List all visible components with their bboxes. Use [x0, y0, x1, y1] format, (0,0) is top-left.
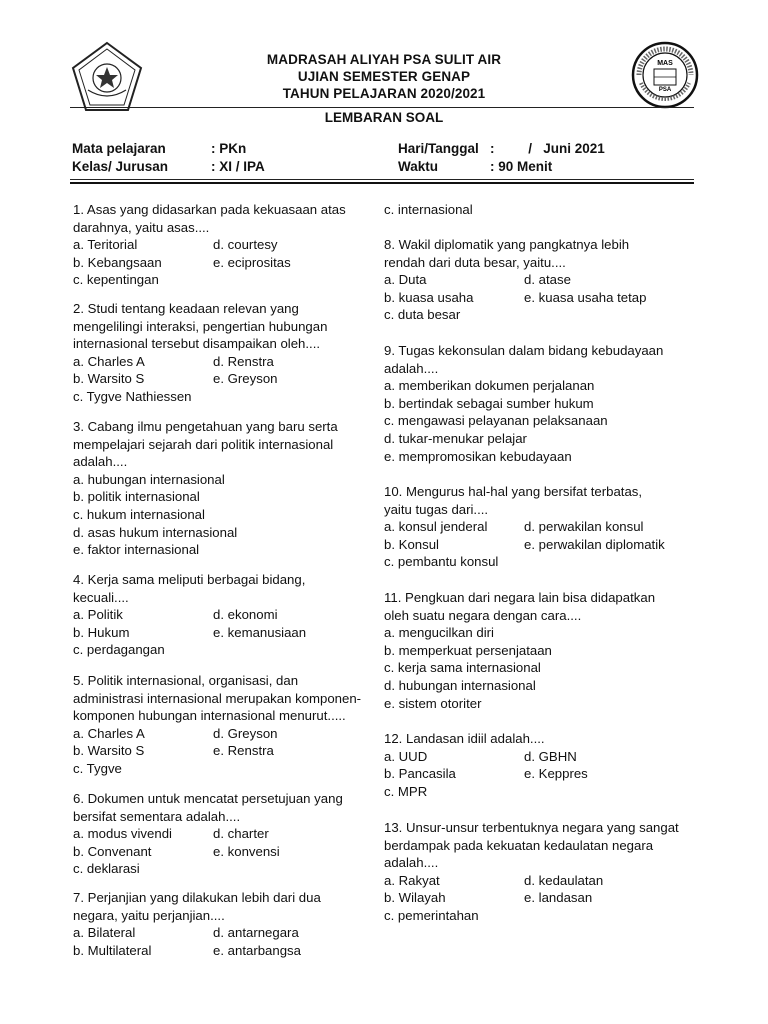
- question-stem-line: kecuali....: [73, 589, 129, 605]
- option-choice: d. ekonomi: [213, 607, 278, 623]
- question-stem-line: adalah....: [384, 855, 439, 871]
- option-row: [73, 606, 385, 624]
- option-choice: b. Pancasila: [384, 766, 456, 782]
- question-stem-line: bersifat sementara adalah....: [73, 808, 241, 824]
- option-choice: c. Tygve: [73, 760, 122, 776]
- question-stem-line: administrasi internasional merupakan komponen-: [73, 690, 362, 706]
- option-choice: e. sistem otoriter: [384, 695, 482, 711]
- option-row: [384, 271, 704, 289]
- option-choice: e. mempromosikan kebudayaan: [384, 448, 572, 464]
- question-item: [73, 300, 385, 406]
- question-item: [384, 342, 704, 465]
- option-choice: c. internasional: [384, 202, 473, 217]
- question-stem-line: 7. Perjanjian yang dilakukan lebih dari dua: [73, 890, 321, 905]
- question-stem-line: 10. Mengurus hal-hal yang bersifat terbatas,: [384, 484, 643, 499]
- sheet-title: LEMBARAN SOAL: [324, 110, 444, 125]
- option-row: [384, 289, 704, 307]
- question-item: [73, 790, 385, 878]
- option-choice: c. hukum internasional: [73, 506, 205, 522]
- class-value: : XI / IPA: [211, 159, 265, 174]
- option-choice: b. politik internasional: [73, 489, 200, 505]
- question-stem-line: yaitu tugas dari....: [384, 501, 489, 517]
- subject-value: : PKn: [211, 141, 247, 156]
- option-choice: d. Greyson: [213, 725, 278, 741]
- question-item: [73, 418, 385, 559]
- option-choice: e. kuasa usaha tetap: [524, 289, 647, 305]
- question-stem-line: oleh suatu negara dengan cara....: [384, 607, 582, 623]
- question-stem-line: 4. Kerja sama meliputi berbagai bidang,: [73, 572, 306, 587]
- option-choice: a. konsul jenderal: [384, 519, 488, 535]
- option-choice: e. kemanusiaan: [213, 624, 307, 640]
- option-choice: e. Keppres: [524, 766, 588, 782]
- option-choice: e. faktor internasional: [73, 542, 200, 558]
- option-choice: d. hubungan internasional: [384, 677, 536, 693]
- option-row: [73, 236, 385, 254]
- option-choice: d. atase: [524, 272, 571, 288]
- option-choice: d. tukar-menukar pelajar: [384, 430, 527, 446]
- question-stem-line: 2. Studi tentang keadaan relevan yang: [73, 301, 299, 316]
- option-choice: d. courtesy: [213, 237, 278, 253]
- option-choice: d. perwakilan konsul: [524, 519, 644, 535]
- option-choice: a. hubungan internasional: [73, 471, 225, 487]
- time-value: : 90 Menit: [490, 159, 553, 174]
- option-row: [384, 518, 704, 536]
- option-choice: d. antarnegara: [213, 925, 299, 941]
- question-item: [73, 571, 385, 659]
- option-choice: e. perwakilan diplomatik: [524, 536, 665, 552]
- option-choice: d. charter: [213, 826, 269, 842]
- option-row: [73, 370, 385, 388]
- option-choice: e. Renstra: [213, 743, 274, 759]
- question-item: [73, 889, 385, 959]
- option-choice: c. deklarasi: [73, 861, 140, 877]
- option-choice: c. duta besar: [384, 307, 461, 323]
- option-row: [73, 624, 385, 642]
- option-choice: e. antarbangsa: [213, 942, 301, 958]
- option-row: [384, 765, 704, 783]
- option-choice: b. kuasa usaha: [384, 289, 474, 305]
- question-stem-line: mempelajari sejarah dari politik internasional: [73, 436, 334, 452]
- question-stem-line: darahnya, yaitu asas....: [73, 219, 210, 235]
- option-choice: b. Wilayah: [384, 890, 446, 906]
- option-choice: d. GBHN: [524, 748, 577, 764]
- option-choice: e. eciprositas: [213, 254, 291, 270]
- option-choice: c. kerja sama internasional: [384, 660, 541, 676]
- question-stem-line: 11. Pengkuan dari negara lain bisa didapatkan: [384, 590, 656, 605]
- option-row: [73, 353, 385, 371]
- question-stem-line: komponen hubungan internasional menurut.....: [73, 708, 346, 724]
- header-divider: [70, 107, 694, 108]
- option-choice: a. UUD: [384, 748, 428, 764]
- date-label: Hari/Tanggal: [398, 141, 479, 156]
- option-choice: a. Rakyat: [384, 872, 440, 888]
- option-choice: b. Warsito S: [73, 371, 145, 387]
- subject-label: Mata pelajaran: [72, 141, 166, 156]
- school-name: MADRASAH ALIYAH PSA SULIT AIR: [266, 52, 502, 67]
- option-row: [73, 725, 385, 743]
- question-stem-line: 12. Landasan idiil adalah....: [384, 731, 545, 746]
- option-row: [73, 825, 385, 843]
- option-choice: b. Kebangsaan: [73, 254, 162, 270]
- seal-text-psa: PSA: [658, 87, 672, 93]
- question-item: [384, 201, 704, 219]
- option-row: [73, 742, 385, 760]
- question-item: [384, 819, 704, 925]
- question-item: [384, 236, 704, 324]
- question-stem-line: 1. Asas yang didasarkan pada kekuasaan atas: [73, 202, 346, 217]
- option-choice: c. perdagangan: [73, 642, 165, 658]
- time-label: Waktu: [398, 159, 438, 174]
- class-label: Kelas/ Jurusan: [72, 159, 169, 174]
- option-row: [384, 872, 704, 890]
- question-stem-line: 8. Wakil diplomatik yang pangkatnya lebih: [384, 237, 630, 252]
- option-choice: b. Hukum: [73, 624, 130, 640]
- option-choice: c. MPR: [384, 783, 428, 799]
- question-stem-line: adalah....: [73, 454, 128, 470]
- option-choice: e. konvensi: [213, 843, 280, 859]
- option-choice: a. Politik: [73, 607, 123, 623]
- info-divider-thin: [70, 179, 694, 180]
- option-choice: b. memperkuat persenjataan: [384, 642, 552, 658]
- option-choice: d. asas hukum internasional: [73, 524, 238, 540]
- question-stem-line: 3. Cabang ilmu pengetahuan yang baru serta: [73, 419, 338, 434]
- option-choice: b. Warsito S: [73, 743, 145, 759]
- question-stem-line: internasional tersebut disampaikan oleh....: [73, 336, 321, 352]
- option-choice: b. bertindak sebagai sumber hukum: [384, 395, 594, 411]
- option-choice: c. mengawasi pelayanan pelaksanaan: [384, 413, 608, 429]
- question-stem-line: rendah dari duta besar, yaitu....: [384, 254, 566, 270]
- option-row: [384, 889, 704, 907]
- question-stem-line: negara, yaitu perjanjian....: [73, 907, 225, 923]
- option-choice: a. modus vivendi: [73, 826, 172, 842]
- option-choice: e. landasan: [524, 890, 593, 906]
- option-choice: c. pembantu konsul: [384, 554, 499, 570]
- question-stem-line: berdampak pada kekuatan kedaulatan negara: [384, 837, 654, 853]
- date-value: : / Juni 2021: [490, 141, 605, 156]
- question-item: [73, 672, 385, 778]
- option-row: [384, 748, 704, 766]
- option-choice: b. Multilateral: [73, 942, 152, 958]
- exam-header: [160, 51, 608, 102]
- option-choice: c. pemerintahan: [384, 907, 479, 923]
- option-row: [73, 254, 385, 272]
- option-choice: c. Tygve Nathiessen: [73, 388, 192, 404]
- option-row: [384, 536, 704, 554]
- question-item: [384, 730, 704, 800]
- option-choice: b. Convenant: [73, 843, 152, 859]
- option-choice: b. Konsul: [384, 536, 439, 552]
- school-emblem-icon: [70, 40, 144, 114]
- option-choice: a. Teritorial: [73, 237, 138, 253]
- question-item: [73, 201, 385, 289]
- question-stem-line: 13. Unsur-unsur terbentuknya negara yang sangat: [384, 820, 679, 835]
- option-row: [73, 942, 385, 960]
- option-choice: c. kepentingan: [73, 272, 159, 288]
- question-stem-line: 6. Dokumen untuk mencatat persetujuan yang: [73, 791, 343, 806]
- option-choice: a. mengucilkan diri: [384, 625, 494, 641]
- question-item: [384, 483, 704, 571]
- exam-name: UJIAN SEMESTER GENAP: [297, 69, 471, 84]
- option-choice: e. Greyson: [213, 371, 278, 387]
- academic-year: TAHUN PELAJARAN 2020/2021: [282, 86, 486, 101]
- seal-text-mas: MAS: [657, 60, 673, 67]
- question-stem-line: 5. Politik internasional, organisasi, dan: [73, 673, 299, 688]
- option-choice: a. Bilateral: [73, 925, 136, 941]
- option-choice: a. Charles A: [73, 725, 145, 741]
- question-stem-line: adalah....: [384, 360, 439, 376]
- option-choice: a. Charles A: [73, 353, 145, 369]
- option-choice: d. kedaulatan: [524, 872, 604, 888]
- question-stem-line: mengelilingi interaksi, pengertian hubungan: [73, 318, 328, 334]
- option-choice: a. Duta: [384, 272, 427, 288]
- question-stem-line: 9. Tugas kekonsulan dalam bidang kebudayaan: [384, 343, 664, 358]
- option-row: [73, 843, 385, 861]
- option-row: [73, 924, 385, 942]
- info-divider-thick: [70, 182, 694, 184]
- option-choice: a. memberikan dokumen perjalanan: [384, 378, 595, 394]
- option-choice: d. Renstra: [213, 353, 274, 369]
- question-item: [384, 589, 704, 712]
- mas-psa-seal-icon: [631, 41, 699, 109]
